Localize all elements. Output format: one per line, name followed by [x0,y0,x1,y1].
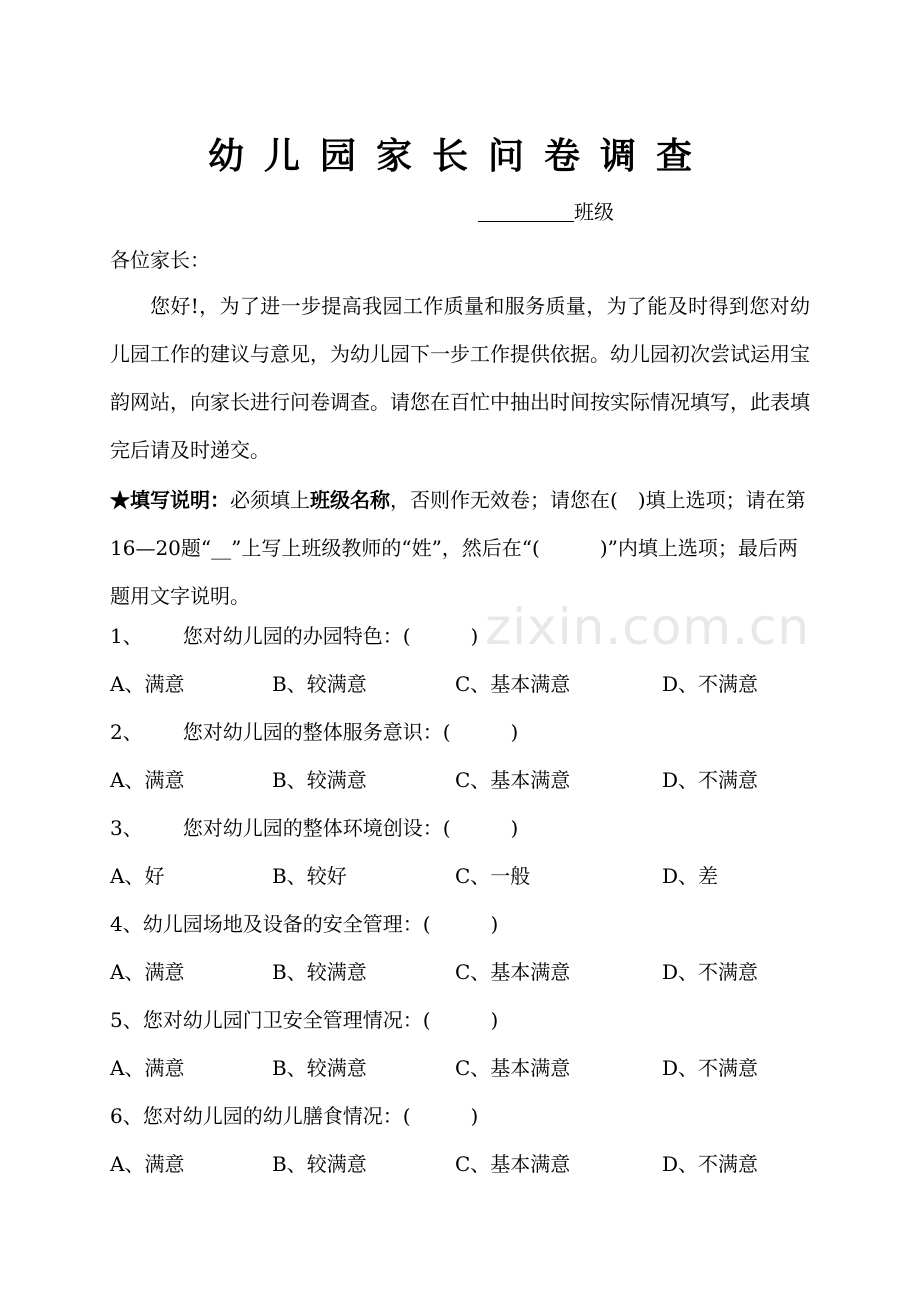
question-line [110,804,830,852]
option-row [110,756,830,804]
question-text: 您对幼儿园的办园特色：( ) [182,624,479,648]
option-row [110,852,830,900]
option-c[interactable]: C、基本满意 [455,672,571,696]
option-a[interactable]: A、满意 [110,768,185,792]
question-number: 4、 [110,912,143,936]
option-c[interactable]: C、基本满意 [455,1152,571,1176]
question-item [110,612,830,708]
option-c[interactable]: C、一般 [455,864,531,888]
instructions-part1: 必须填上 [230,488,310,512]
question-number: 2、 [110,720,143,744]
instructions-part2: ，否则作无效卷；请您在( )填上选项；请在第16—20题“__”上写上班级教师的“姓”，然后在“( )”内填上选项；最后两题用文字说明。 [110,488,806,608]
question-line [110,900,830,948]
question-item [110,900,830,996]
option-a[interactable]: A、满意 [110,1056,185,1080]
question-text: 您对幼儿园的整体服务意识：( ) [182,720,519,744]
question-text: 您对幼儿园的幼儿膳食情况：( ) [142,1104,479,1128]
option-a[interactable]: A、满意 [110,672,185,696]
question-text: 您对幼儿园的整体环境创设：( ) [182,816,519,840]
watermark: zixin.com.cn [485,598,811,656]
option-d[interactable]: D、不满意 [662,672,759,696]
option-row [110,948,830,996]
instructions-label: ★填写说明： [110,488,230,512]
question-number: 1、 [110,624,143,648]
option-row [110,1044,830,1092]
option-row [110,660,830,708]
option-a[interactable]: A、满意 [110,960,185,984]
question-line [110,1092,830,1140]
question-line [110,708,830,756]
option-b[interactable]: B、较好 [272,864,347,888]
option-b[interactable]: B、较满意 [272,672,367,696]
option-a[interactable]: A、好 [110,864,165,888]
option-d[interactable]: D、不满意 [662,1152,759,1176]
intro-paragraph: 您好!，为了进一步提高我园工作质量和服务质量，为了能及时得到您对幼儿园工作的建议与意见，为幼儿园下一步工作提供依据。幼儿园初次尝试运用宝韵网站，向家长进行问卷调查。请您在百忙中抽出时间按实际情况填写，此表填完后请及时递交。 [110,294,810,462]
option-b[interactable]: B、较满意 [272,1152,367,1176]
option-c[interactable]: C、基本满意 [455,1056,571,1080]
option-a[interactable]: A、满意 [110,1152,185,1176]
class-suffix: 班级 [574,200,614,224]
salutation: 各位家长： [110,248,210,272]
option-row [110,1140,830,1188]
option-d[interactable]: D、不满意 [662,960,759,984]
option-b[interactable]: B、较满意 [272,1056,367,1080]
option-d[interactable]: D、不满意 [662,1056,759,1080]
question-list [110,612,830,1188]
class-name-line [478,196,614,225]
question-number: 6、 [110,1104,143,1128]
question-item [110,708,830,804]
instructions-class-name: 班级名称 [310,488,390,512]
option-c[interactable]: C、基本满意 [455,768,571,792]
class-name-blank[interactable] [478,201,574,222]
page-title: 幼儿园家长问卷调查 [207,136,712,177]
option-d[interactable]: D、不满意 [662,768,759,792]
question-text: 幼儿园场地及设备的安全管理：( ) [142,912,499,936]
question-text: 您对幼儿园门卫安全管理情况：( ) [142,1008,499,1032]
question-number: 3、 [110,816,143,840]
option-d[interactable]: D、差 [662,864,719,888]
option-b[interactable]: B、较满意 [272,768,367,792]
question-line [110,996,830,1044]
question-item [110,996,830,1092]
question-item [110,1092,830,1188]
question-number: 5、 [110,1008,143,1032]
question-item [110,804,830,900]
option-b[interactable]: B、较满意 [272,960,367,984]
option-c[interactable]: C、基本满意 [455,960,571,984]
question-line [110,612,830,660]
